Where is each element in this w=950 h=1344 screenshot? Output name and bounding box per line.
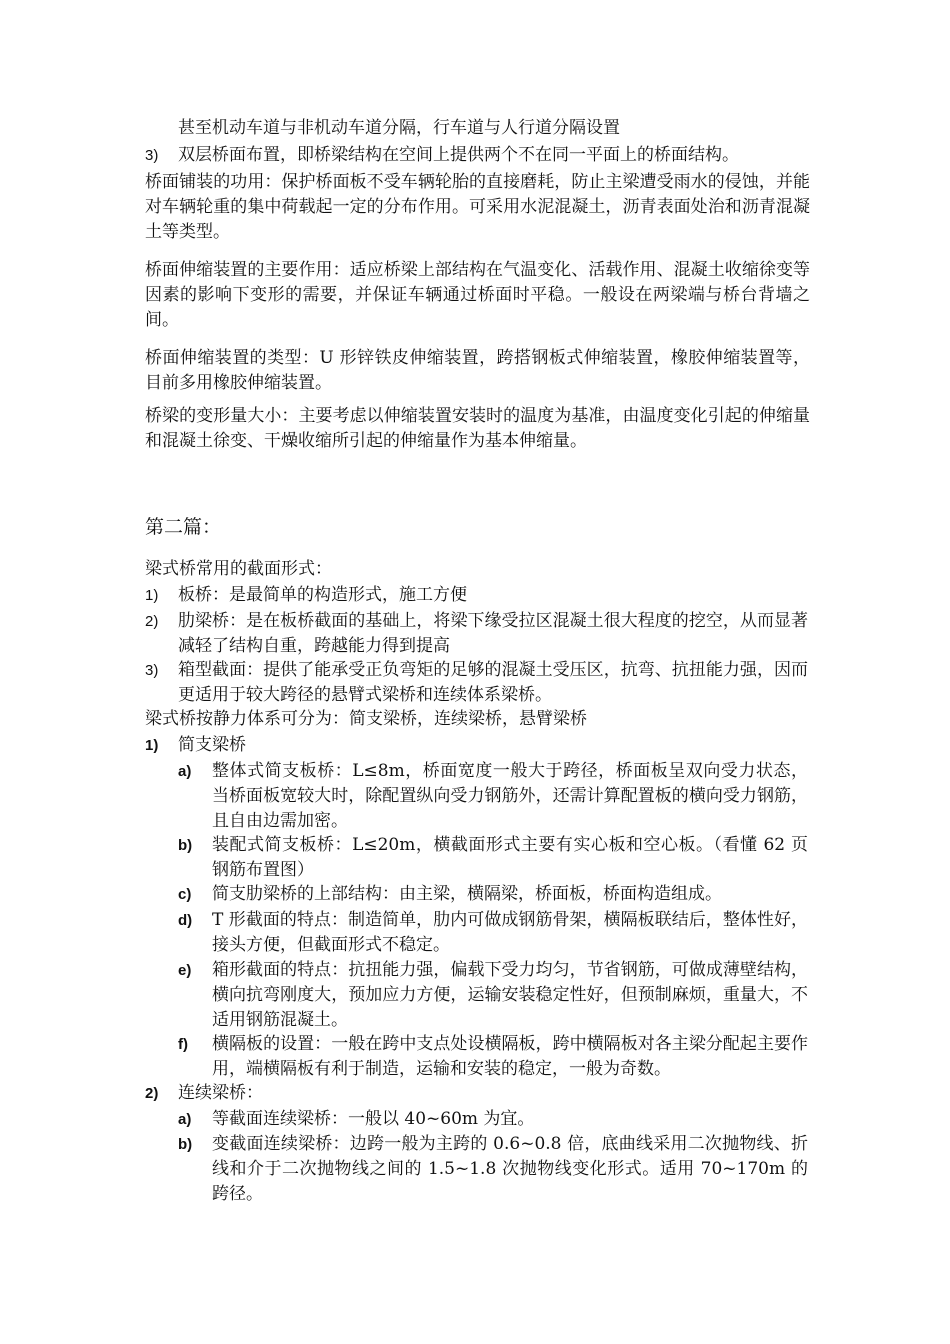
sub-list-letter: b) [178, 1136, 193, 1153]
sub-list-letter: c) [178, 886, 192, 903]
sub-list-item-text: 变截面连续梁桥：边跨一般为主跨的 0.6~0.8 倍，底曲线采用二次抛物线、折线和介于二次抛物线之间的 1.5~1.8 次抛物线变化形式。适用 70~170m 的跨径。 [212, 1134, 808, 1204]
sub-list-item-text: 箱形截面的特点：抗扭能力强，偏载下受力均匀，节省钢筋，可做成薄壁结构，横向抗弯刚度大，预加应力方便，运输安装稳定性好，但预制麻烦，重量大，不适用钢筋混凝土。 [212, 960, 808, 1030]
continuation-line: 甚至机动车道与非机动车道分隔，行车道与人行道分隔设置 [178, 118, 620, 138]
paragraph-joint-role: 桥面伸缩装置的主要作用：适应桥梁上部结构在气温变化、活载作用、混凝土收缩徐变等因素的影响下变形的需要，并保证车辆通过桥面时平稳。一般设在两梁端与桥台背墙之间。 [145, 260, 810, 330]
list-number: 2) [145, 1085, 159, 1102]
sub-list-item-text: 装配式简支板桥：L≤20m，横截面形式主要有实心板和空心板。（看懂 62 页钢筋布置图） [212, 835, 808, 880]
paragraph-paving: 桥面铺装的功用：保护桥面板不受车辆轮胎的直接磨耗，防止主梁遭受雨水的侵蚀，并能对车辆轮重的集中荷载起一定的分布作用。可采用水泥混凝土，沥青表面处治和沥青混凝土等类型。 [145, 172, 810, 242]
paragraph-deformation: 桥梁的变形量大小：主要考虑以伸缩装置安装时的温度为基准，由温度变化引起的伸缩量和混凝土徐变、干燥收缩所引起的伸缩量作为基本伸缩量。 [145, 406, 810, 451]
section-heading: 第二篇： [145, 516, 222, 538]
item-text: 双层桥面布置，即桥梁结构在空间上提供两个不在同一平面上的桥面结构。 [178, 145, 739, 165]
sub-list-letter: f) [178, 1036, 188, 1053]
sub-list-letter: a) [178, 1111, 192, 1128]
sub-list-item-text: 简支肋梁桥的上部结构：由主梁，横隔梁，桥面板，桥面构造组成。 [212, 884, 722, 904]
sub-list-letter: b) [178, 837, 193, 854]
list-number: 2) [145, 613, 159, 630]
list-number: 1) [145, 587, 159, 604]
list-item-text: 板桥：是最简单的构造形式，施工方便 [178, 585, 467, 605]
sub-list-letter: e) [178, 962, 192, 979]
item-number: 3) [145, 147, 159, 164]
subsection-title: 连续梁桥： [178, 1083, 263, 1103]
list-item-text: 箱型截面：提供了能承受正负弯矩的足够的混凝土受压区，抗弯、抗扭能力强，因而更适用于较大跨径的悬臂式梁桥和连续体系梁桥。 [178, 660, 808, 705]
systems-intro: 梁式桥按静力体系可分为：简支梁桥，连续梁桥，悬臂梁桥 [145, 709, 587, 729]
sub-list-item-text: 整体式简支板桥：L≤8m，桥面宽度一般大于跨径，桥面板呈双向受力状态，当桥面板宽较大时，除配置纵向受力钢筋外，还需计算配置板的横向受力钢筋，且自由边需加密。 [212, 761, 808, 831]
sub-list-letter: a) [178, 763, 192, 780]
list-number: 3) [145, 662, 159, 679]
sections-intro: 梁式桥常用的截面形式： [145, 559, 332, 579]
sub-list-item-text: T 形截面的特点：制造简单，肋内可做成钢筋骨架，横隔板联结后，整体性好，接头方便，但截面形式不稳定。 [212, 910, 808, 955]
sub-list-item-text: 等截面连续梁桥：一般以 40~60m 为宜。 [212, 1109, 535, 1129]
sub-list-letter: d) [178, 912, 193, 929]
list-number: 1) [145, 737, 159, 754]
subsection-title: 简支梁桥 [178, 735, 246, 755]
list-item-text: 肋梁桥：是在板桥截面的基础上，将梁下缘受拉区混凝土很大程度的挖空，从而显著减轻了结构自重，跨越能力得到提高 [178, 611, 808, 656]
sub-list-item-text: 横隔板的设置：一般在跨中支点处设横隔板，跨中横隔板对各主梁分配起主要作用，端横隔板有利于制造，运输和安装的稳定，一般为奇数。 [212, 1034, 808, 1079]
paragraph-joint-type: 桥面伸缩装置的类型：U 形锌铁皮伸缩装置，跨搭钢板式伸缩装置，橡胶伸缩装置等，目前多用橡胶伸缩装置。 [145, 348, 810, 393]
